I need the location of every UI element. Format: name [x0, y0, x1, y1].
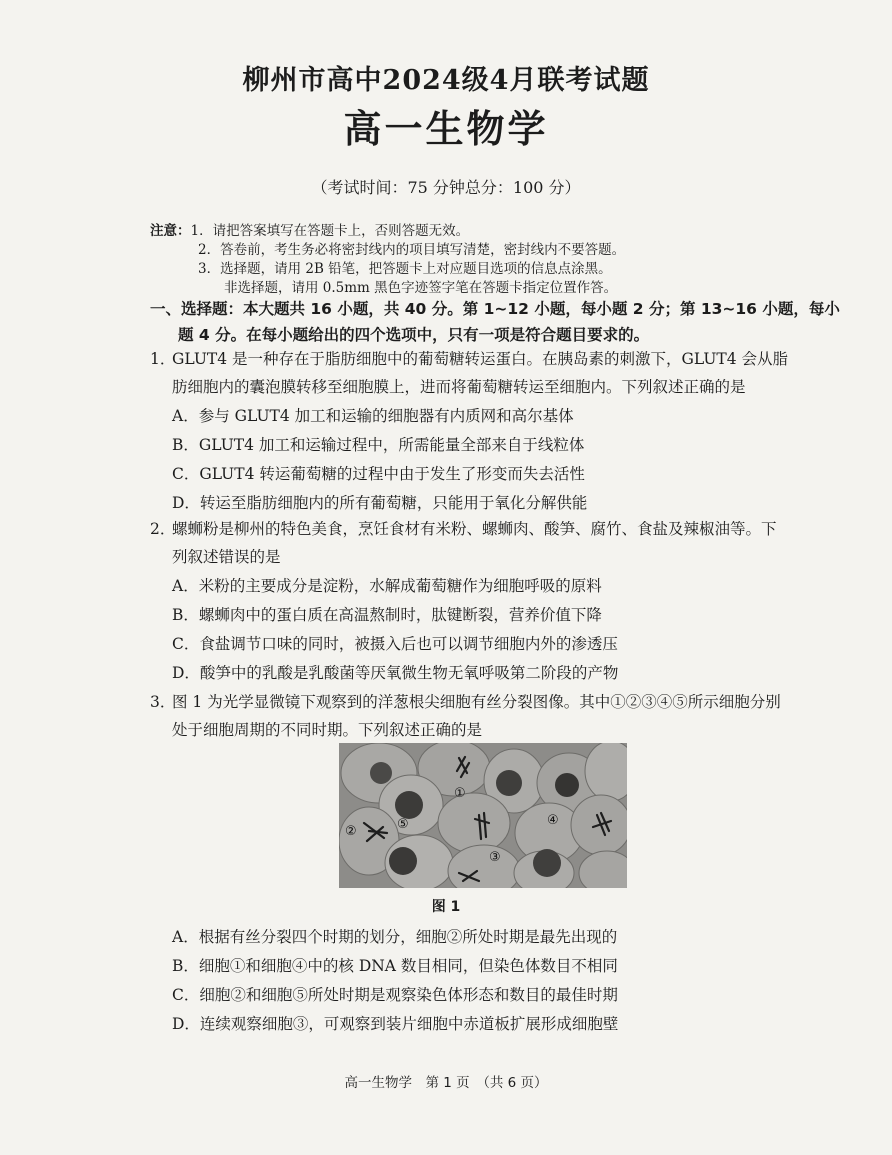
notice-block — [150, 222, 625, 298]
micrograph-image — [339, 743, 627, 888]
option-b: B．细胞①和细胞④中的核 DNA 数目相同，但染色体数目不相同 — [172, 957, 618, 975]
option-a: A．米粉的主要成分是淀粉，水解成葡萄糖作为细胞呼吸的原料 — [172, 577, 602, 595]
question-number: 3． — [150, 693, 176, 711]
option-d: D．连续观察细胞③，可观察到装片细胞中赤道板扩展形成细胞壁 — [172, 1015, 619, 1033]
figure-label-4: ④ — [547, 813, 559, 828]
option-d: D．转运至脂肪细胞内的所有葡萄糖，只能用于氧化分解供能 — [172, 494, 588, 512]
figure-label-1: ① — [454, 786, 466, 801]
section-heading-line-1: 一、选择题：本大题共 16 小题，共 40 分。第 1~12 小题，每小题 2 分；第 13~16 小题，每小 — [150, 300, 840, 318]
notice-item-3: 3．选择题，请用 2B 铅笔，把答题卡上对应题目选项的信息点涂黑。 — [198, 261, 612, 277]
notice-item-2: 2．答卷前，考生务必将密封线内的项目填写清楚，密封线内不要答题。 — [198, 242, 626, 258]
exam-title: 柳州市高中2024级4月联考试题 — [242, 65, 650, 96]
question-1 — [150, 345, 840, 517]
question-number: 2． — [150, 520, 176, 538]
question-stem-line-1: GLUT4 是一种存在于脂肪细胞中的葡萄糖转运蛋白。在胰岛素的刺激下，GLUT4 会从脂 — [172, 350, 789, 368]
option-c: C．食盐调节口味的同时，被摄入后也可以调节细胞内外的渗透压 — [172, 635, 618, 653]
option-c: C．GLUT4 转运葡萄糖的过程中由于发生了形变而失去活性 — [172, 465, 585, 483]
option-d: D．酸笋中的乳酸是乳酸菌等厌氧微生物无氧呼吸第二阶段的产物 — [172, 664, 619, 682]
notice-item-4: 非选择题，请用 0.5mm 黑色字迹签字笔在答题卡指定位置作答。 — [224, 280, 618, 296]
option-a: A．根据有丝分裂四个时期的划分，细胞②所处时期是最先出现的 — [172, 928, 618, 946]
option-c: C．细胞②和细胞⑤所处时期是观察染色体形态和数目的最佳时期 — [172, 986, 618, 1004]
option-a: A．参与 GLUT4 加工和运输的细胞器有内质网和高尔基体 — [172, 407, 574, 425]
page-footer: 高一生物学 第 1 页 （共 6 页） — [344, 1075, 548, 1091]
question-stem-line-2: 肪细胞内的囊泡膜转移至细胞膜上，进而将葡萄糖转运至细胞内。下列叙述正确的是 — [172, 378, 746, 396]
question-stem-line-2: 处于细胞周期的不同时期。下列叙述正确的是 — [172, 721, 483, 739]
question-number: 1． — [150, 350, 176, 368]
option-b: B．螺蛳肉中的蛋白质在高温熬制时，肽键断裂，营养价值下降 — [172, 606, 602, 624]
figure-label-3: ③ — [489, 850, 501, 865]
question-stem-line-2: 列叙述错误的是 — [172, 548, 281, 566]
section-heading-line-2: 题 4 分。在每小题给出的四个选项中，只有一项是符合题目要求的。 — [178, 326, 650, 344]
notice-item-1: 1．请把答案填写在答题卡上，否则答题无效。 — [190, 223, 470, 239]
figure-label-2: ② — [345, 824, 357, 839]
section-heading — [150, 296, 840, 348]
option-b: B．GLUT4 加工和运输过程中，所需能量全部来自于线粒体 — [172, 436, 585, 454]
figure-caption: 图 1 — [431, 899, 461, 915]
exam-time-info: （考试时间：75 分钟总分：100 分） — [311, 178, 581, 197]
subject-title: 高一生物学 — [343, 106, 549, 151]
micrograph-figure — [339, 743, 627, 888]
question-3 — [150, 688, 840, 744]
question-2 — [150, 515, 840, 687]
question-stem-line-1: 螺蛳粉是柳州的特色美食，烹饪食材有米粉、螺蛳肉、酸笋、腐竹、食盐及辣椒油等。下 — [172, 520, 777, 538]
figure-label-5: ⑤ — [397, 817, 409, 832]
question-stem-line-1: 图 1 为光学显微镜下观察到的洋葱根尖细胞有丝分裂图像。其中①②③④⑤所示细胞分别 — [172, 693, 781, 711]
notice-label: 注意： — [150, 223, 191, 239]
question-3-options — [150, 922, 840, 1038]
